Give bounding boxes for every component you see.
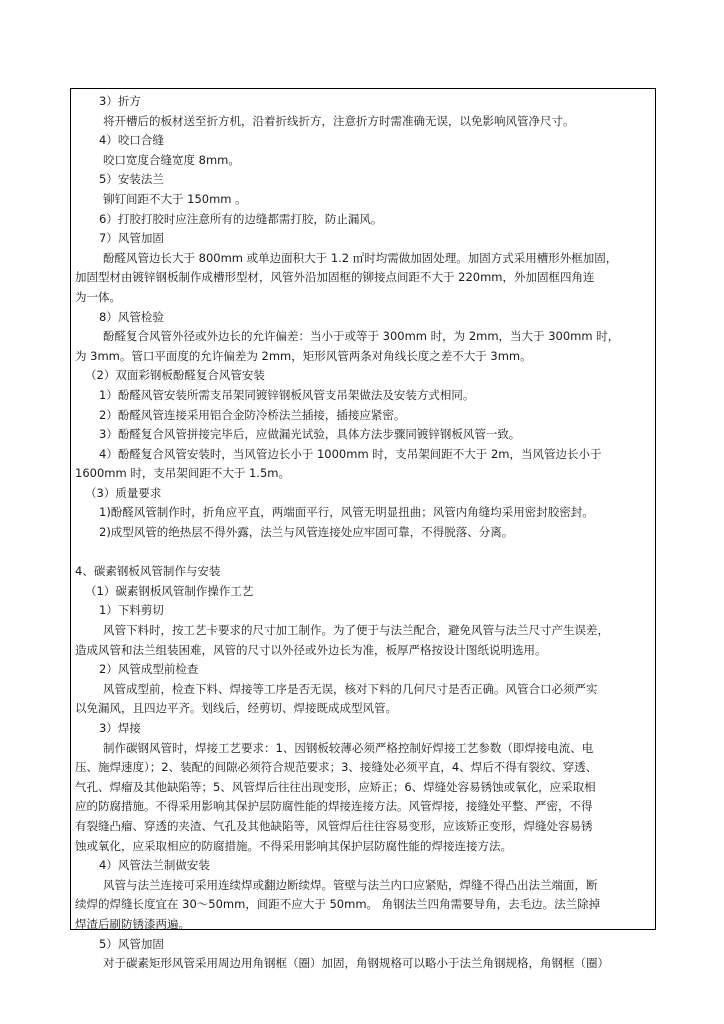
text-line: 3）折方 (99, 94, 141, 108)
text-line: 风管成型前，检查下料、焊接等工序是否无误，核对下料的几何尺寸是否正确。风管合口必须严实 (103, 681, 598, 696)
text-line: （3）质量要求 (85, 485, 162, 500)
document-body (75, 92, 651, 974)
text-line: 1)酚醛风管制作时，折角应平直，两端面平行，风管无明显扭曲；风管内角缝均采用密封胶密封。 (99, 505, 594, 520)
text-line: 7）风管加固 (99, 231, 164, 246)
text-line: 气孔、焊瘤及其他缺陷等；5、风管焊后往往出现变形，应矫正；6、焊缝处容易锈蚀或氧化，应采取相 (75, 779, 596, 794)
text-line: 4）风管法兰制做安装 (99, 858, 210, 873)
text-line: 造成风管和法兰组装困难，风管的尺寸以外径或外边长为准，板厚严格按设计图纸说明选用。 (75, 642, 547, 657)
text-line: 1600mm 时，支吊架间距不大于 1.5m。 (75, 466, 290, 481)
text-line: （1）碳素钢板风管制作操作工艺 (85, 583, 254, 598)
text-line: 有裂缝凸瘤、穿透的夹渣、气孔及其他缺陷等，风管焊后往往容易变形，应该矫正变形，焊缝处容易锈 (75, 818, 593, 833)
text-line: 8）风管检验 (99, 309, 164, 324)
text-line: 应的防腐措施。不得采用影响其保护层防腐性能的焊接连接方法。风管焊接，接缝处平整、严密，不得 (75, 799, 593, 814)
text-line: 4）酚醛复合风管安装时，当风管边长小于 1000mm 时，支吊架间距不大于 2m，当风管边长小于 (99, 446, 602, 461)
text-line: 1）酚醛风管安装所需支吊架同镀锌钢板风管支吊架做法及安装方式相同。 (99, 387, 475, 402)
text-line: 压、施焊速度）；2、装配的间隙必须符合规范要求；3、接缝处必须平直，4、焊后不得有裂纹、穿透、 (75, 760, 598, 775)
text-line: 风管下料时，按工艺卡要求的尺寸加工制作。为了便于与法兰配合，避免风管与法兰尺寸产生误差， (103, 623, 609, 638)
text-line: 酚醛风管边长大于 800mm 或单边面积大于 1.2 ㎡时均需做加固处理。加固方式采用槽形外框加固， (103, 250, 618, 265)
text-line: 加固型材由镀锌钢板制作成槽形型材，风管外沿加固框的铆接点间距不大于 220mm，外加固框四角连 (75, 270, 595, 285)
document-frame (70, 88, 656, 971)
text-line: 制作碳钢风管时，焊接工艺要求：1、因钢板较薄必须严格控制好焊接工艺参数（即焊接电流、电 (103, 740, 594, 755)
text-line: 酚醛复合风管外径或外边长的允许偏差：当小于或等于 300mm 时，为 2mm，当大于 300mm 时， (103, 329, 620, 344)
text-line: 2）风管成型前检查 (99, 662, 199, 677)
text-line: 3）焊接 (99, 721, 141, 735)
text-line: 5）安装法兰 (99, 172, 164, 187)
text-line: 4、碳素钢板风管制作与安装 (75, 564, 221, 579)
text-line: 咬口宽度合缝宽度 8mm。 (103, 152, 240, 167)
text-line: 将开槽后的板材送至折方机，沿着折线折方，注意折方时需准确无误，以免影响风管净尺寸。 (103, 113, 575, 128)
text-line: 风管与法兰连接可采用连续焊或翻边断续焊。管壁与法兰内口应紧贴，焊缝不得凸出法兰端面，断 (103, 877, 598, 892)
text-line: 3）酚醛复合风管拼接完毕后，应做漏光试验，具体方法步骤同镀锌钢板风管一致。 (99, 427, 521, 442)
text-line: 为 3mm。管口平面度的允许偏差为 2mm，矩形风管两条对角线长度之差不大于 3mm。 (75, 348, 532, 363)
text-line: 对于碳素矩形风管采用周边用角钢框（圈）加固，角钢规格可以略小于法兰角钢规格，角钢框（圈） (103, 956, 609, 971)
text-line: 铆钉间距不大于 150mm 。 (103, 191, 247, 206)
text-line (75, 543, 651, 563)
text-line: 2)成型风管的绝热层不得外露，法兰与风管连接处应牢固可靠，不得脱落、分离。 (99, 525, 514, 540)
text-line: 2）酚醛风管连接采用铝合金防冷桥法兰插接，插接应紧密。 (99, 407, 406, 422)
text-line: 以免漏风，且四边平齐。划线后，经剪切、焊接既成成型风管。 (75, 701, 397, 716)
text-line: 5）风管加固 (99, 936, 164, 951)
text-line: 焊渣后刷防锈漆两遍。 (75, 916, 190, 931)
text-line: 6）打胶打胶时应注意所有的边缝都需打胶，防止漏风。 (99, 211, 383, 226)
text-line: 续焊的焊缝长度宜在 30～50mm，间距不应大于 50mm。 角钢法兰四角需要导角，去毛边。法兰除掉 (75, 897, 601, 912)
text-line: 蚀或氧化，应采取相应的防腐措施。不得采用影响其保护层防腐性能的焊接连接方法。 (75, 838, 512, 853)
text-line: 4）咬口合缝 (99, 133, 164, 148)
text-line: （2）双面彩钢板酚醛复合风管安装 (85, 368, 265, 383)
text-line: 为一体。 (75, 289, 121, 304)
text-line: 1）下料剪切 (99, 603, 164, 618)
